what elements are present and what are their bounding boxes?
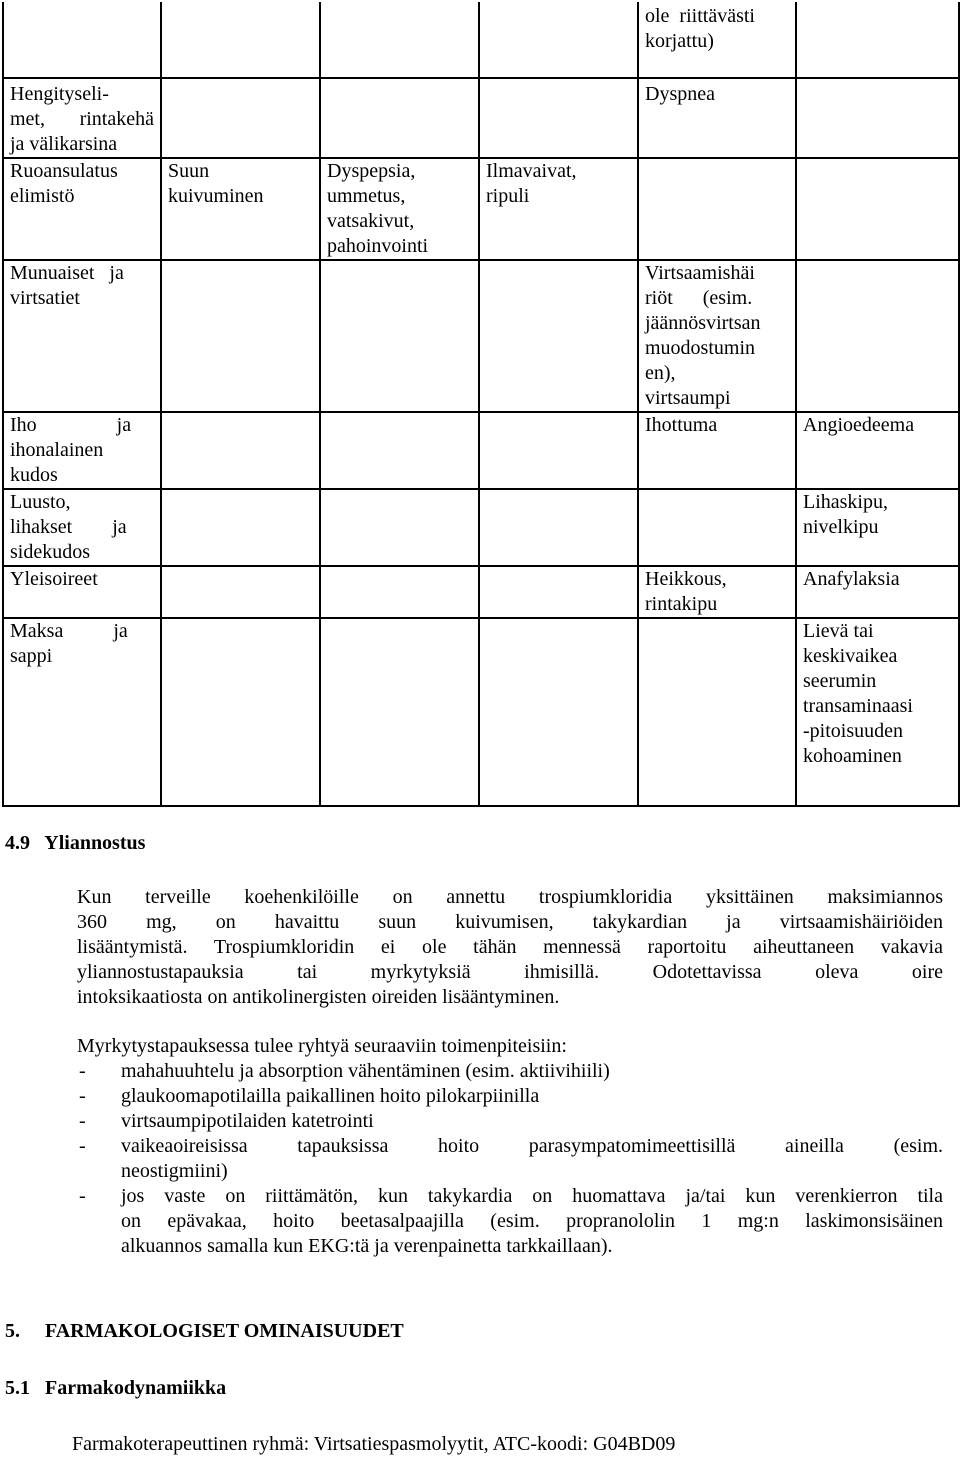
list-item	[77, 1059, 943, 1084]
table-row	[3, 2, 959, 78]
treatment-list	[77, 1059, 943, 1259]
table-cell	[161, 412, 320, 489]
organ-class-text: sappi	[10, 645, 53, 667]
list-item-text: mahahuuhtelu ja absorption vähentäminen (esim. aktiivihiili)	[121, 1060, 610, 1082]
organ-class-text: ihonalainen	[10, 439, 104, 461]
organ-class-text: Maksa ja	[10, 620, 128, 642]
table-cell-text: seerumin	[803, 670, 877, 692]
table-cell	[638, 2, 796, 78]
organ-class-cell	[3, 489, 161, 566]
list-item-text: alkuannos samalla kun EKG:tä ja verenpainetta tarkkaillaan).	[121, 1235, 613, 1257]
table-cell	[638, 566, 796, 618]
table-cell-text: Heikkous,	[645, 568, 727, 590]
adverse-effects-table	[2, 2, 960, 807]
table-cell	[479, 566, 638, 618]
table-cell-text: keskivaikea	[803, 645, 898, 667]
table-cell	[161, 618, 320, 806]
poisoning-intro: Myrkytystapauksessa tulee ryhtyä seuraaviin toimenpiteisiin:	[77, 1035, 567, 1057]
organ-class-text: Munuaiset ja	[10, 262, 124, 284]
list-item-text: virtsaumpipotilaiden katetrointi	[121, 1110, 374, 1132]
table-row	[3, 260, 959, 412]
list-item-text: vaikeaoireisissa tapauksissa hoito parasympatomimeettisillä aineilla (esim.	[121, 1135, 943, 1157]
table-cell-text: kohoaminen	[803, 745, 902, 767]
list-item-text: on epävakaa, hoito beetasalpaajilla (esim. propranololin 1 mg:n laskimonsisäinen	[121, 1210, 943, 1232]
section-heading-pharmacology: 5. FARMAKOLOGISET OMINAISUUDET	[5, 1320, 404, 1342]
section-heading-pharmacodynamics: 5.1 Farmakodynamiikka	[5, 1377, 227, 1399]
table-cell	[320, 78, 479, 158]
table-cell	[320, 158, 479, 260]
organ-class-text: Yleisoireet	[10, 568, 98, 590]
table-row	[3, 412, 959, 489]
list-dash: -	[79, 1135, 86, 1157]
table-cell-text: ummetus,	[327, 185, 406, 207]
table-cell-text: ole riittävästi	[645, 5, 755, 27]
table-cell	[638, 260, 796, 412]
table-cell	[479, 412, 638, 489]
table-cell	[320, 566, 479, 618]
organ-class-cell	[3, 158, 161, 260]
table-cell	[161, 2, 320, 78]
table-cell	[161, 566, 320, 618]
table-cell-text: Ihottuma	[645, 414, 718, 436]
table-cell-text: Angioedeema	[803, 414, 915, 436]
table-cell	[161, 78, 320, 158]
table-cell-text: nivelkipu	[803, 516, 879, 538]
table-cell-text: transaminaasi	[803, 695, 913, 717]
table-row	[3, 489, 959, 566]
table-cell	[3, 2, 161, 78]
table-cell-text: Anafylaksia	[803, 568, 900, 590]
table-cell-text: Lievä tai	[803, 620, 874, 642]
organ-class-text: kudos	[10, 464, 58, 486]
table-cell	[320, 412, 479, 489]
table-cell	[320, 260, 479, 412]
table-cell-text: kuivuminen	[168, 185, 264, 207]
list-dash: -	[79, 1185, 86, 1207]
table-cell-text: vatsakivut,	[327, 210, 415, 232]
table-cell-text: Dyspepsia,	[327, 160, 416, 182]
table-cell	[479, 2, 638, 78]
organ-class-text: elimistö	[10, 185, 75, 207]
table-cell-text: Virtsaamishäi	[645, 262, 755, 284]
table-cell-text: virtsaumpi	[645, 387, 731, 409]
table-cell-text: pahoinvointi	[327, 235, 429, 257]
organ-class-text: virtsatiet	[10, 287, 80, 309]
overdose-paragraph	[77, 885, 943, 1010]
table-row	[3, 158, 959, 260]
paragraph-line: intoksikaatiosta on antikolinergisten oireiden lisääntyminen.	[77, 986, 560, 1008]
table-cell-text: Dyspnea	[645, 83, 715, 105]
list-item-text: glaukoomapotilailla paikallinen hoito pilokarpiinilla	[121, 1085, 540, 1107]
organ-class-text: Hengityseli-	[10, 83, 109, 105]
table-cell	[320, 2, 479, 78]
table-cell	[479, 158, 638, 260]
table-cell	[638, 618, 796, 806]
table-cell-text: en),	[645, 362, 676, 384]
paragraph-line: yliannostustapauksia tai myrkytyksiä ihmisillä. Odotettavissa oleva oire	[77, 961, 943, 983]
table-cell	[796, 2, 959, 78]
list-item	[77, 1084, 943, 1109]
table-cell	[161, 489, 320, 566]
paragraph-line: Kun terveille koehenkilöille on annettu trospiumkloridia yksittäinen maksimiannos	[77, 886, 943, 908]
list-dash: -	[79, 1060, 86, 1082]
organ-class-text: sidekudos	[10, 541, 90, 563]
section-heading-overdose: 4.9 Yliannostus	[5, 832, 146, 854]
table-cell-text: rintakipu	[645, 593, 718, 615]
table-cell-text: jäännösvirtsan	[645, 312, 761, 334]
organ-class-cell	[3, 618, 161, 806]
table-cell	[796, 412, 959, 489]
table-cell	[638, 158, 796, 260]
table-cell	[638, 489, 796, 566]
table-cell	[796, 260, 959, 412]
table-cell	[320, 489, 479, 566]
list-item-text: neostigmiini)	[121, 1160, 228, 1182]
table-cell-text: Lihaskipu,	[803, 491, 888, 513]
table-cell	[479, 618, 638, 806]
paragraph-line: lisääntymistä. Trospiumkloridin ei ole tähän mennessä raportoitu aiheuttaneen vakavia	[77, 936, 943, 958]
table-cell	[796, 618, 959, 806]
list-item	[77, 1184, 943, 1259]
pharmacotherapeutic-group: Farmakoterapeuttinen ryhmä: Virtsatiespasmolyytit, ATC-koodi: G04BD09	[72, 1433, 676, 1455]
table-cell-text: riöt (esim.	[645, 287, 753, 309]
list-item-text: jos vaste on riittämätön, kun takykardia on huomattava ja/tai kun verenkierron tila	[121, 1185, 943, 1207]
table-cell	[638, 412, 796, 489]
table-cell	[796, 158, 959, 260]
table-cell	[796, 566, 959, 618]
table-cell-text: Suun	[168, 160, 210, 182]
table-row	[3, 618, 959, 806]
table-cell-text: Ilmavaivat,	[486, 160, 577, 182]
table-row	[3, 566, 959, 618]
list-item	[77, 1134, 943, 1184]
table-cell	[320, 618, 479, 806]
table-cell-text: -pitoisuuden	[803, 720, 903, 742]
organ-class-cell	[3, 78, 161, 158]
list-dash: -	[79, 1110, 86, 1132]
paragraph-line: 360 mg, on havaittu suun kuivumisen, takykardian ja virtsaamishäiriöiden	[77, 911, 943, 933]
organ-class-cell	[3, 412, 161, 489]
list-item	[77, 1109, 943, 1134]
table-cell	[161, 158, 320, 260]
table-cell-text: korjattu)	[645, 30, 714, 52]
table-cell	[161, 260, 320, 412]
organ-class-text: lihakset ja	[10, 516, 127, 538]
table-cell	[796, 489, 959, 566]
table-cell-text: muodostumin	[645, 337, 756, 359]
organ-class-text: Iho ja	[10, 414, 132, 436]
organ-class-cell	[3, 566, 161, 618]
table-cell	[479, 260, 638, 412]
organ-class-cell	[3, 260, 161, 412]
table-cell	[479, 489, 638, 566]
organ-class-text: ja välikarsina	[10, 133, 118, 155]
table-cell	[638, 78, 796, 158]
organ-class-text: met, rintakehä	[10, 108, 154, 130]
table-row	[3, 78, 959, 158]
organ-class-text: Luusto,	[10, 491, 71, 513]
organ-class-text: Ruoansulatus	[10, 160, 118, 182]
list-dash: -	[79, 1085, 86, 1107]
table-cell	[479, 78, 638, 158]
table-cell	[796, 78, 959, 158]
table-cell-text: ripuli	[486, 185, 530, 207]
